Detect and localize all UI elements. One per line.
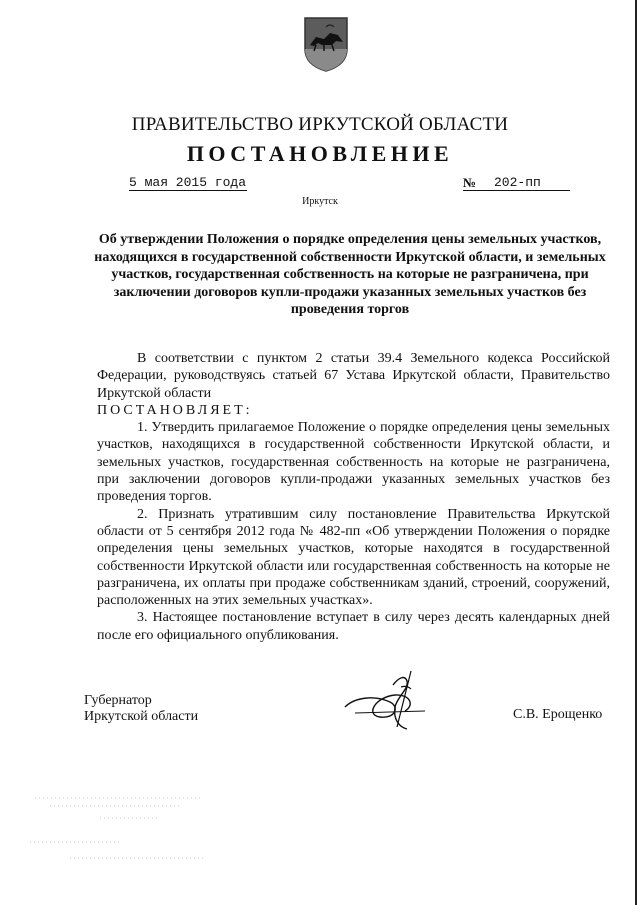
number-sign: № [463,175,477,190]
document-type: ПОСТАНОВЛЕНИЕ [186,141,454,166]
decree-date-text: 5 мая 2015 года [129,175,247,190]
date-underline [129,190,247,191]
decree-date [129,175,246,190]
scan-noise [30,790,210,870]
decree-number: 202-пп [494,175,541,190]
number-underline [463,190,570,191]
government-title: ПРАВИТЕЛЬСТВО ИРКУТСКОЙ ОБЛАСТИ [131,114,509,135]
coat-of-arms-icon [302,15,350,73]
document-body [97,350,610,644]
handwritten-signature-icon [335,667,445,735]
signatory-name: С.В. Ерощенко [513,707,603,722]
preamble-paragraph: В соответствии с пунктом 2 статьи 39.4 Земельного кодекса Российской Федерации, руководствуясь статьей 67 Устава Иркутской области, Правительство Иркутской области [97,351,610,401]
item-3-paragraph: 3. Настоящее постановление вступает в силу через десять календарных дней после его официального опубликования. [97,610,610,643]
city-label: Иркутск [302,196,338,207]
decree-verb: ПОСТАНОВЛЯЕТ: [97,402,253,418]
position-line-2: Иркутской области [84,709,199,724]
item-1-paragraph: 1. Утвердить прилагаемое Положение о порядке определения цены земельных участков, находящихся в государственной собственности Иркутской области, и земельных участков, государственная собственность на которые не разграничена, при заключении договоров купли-продажи указанных земельных участков без проведения торгов. [97,420,610,505]
document-heading: Об утверждении Положения о порядке определения цены земельных участков, находящихся в государственной собственности Иркутской области, и земельных участков, государственная собственность на которые не разграничена, при заключении договоров купли-продажи указанных земельных участков без проведения торгов [94,232,606,317]
item-2-paragraph: 2. Признать утратившим силу постановление Правительства Иркутской области от 5 сентября 2012 года № 482-пп «Об утверждении Положения о порядке определения цены земельных участков, которые находятся в государственной собственности Иркутской области или государственная собственность на которые не разграничена, их оплаты при продаже собственникам зданий, строений, сооружений, расположенных на этих земельных участках». [97,506,610,609]
signatory-position [84,693,198,725]
position-line-1: Губернатор [84,693,152,708]
